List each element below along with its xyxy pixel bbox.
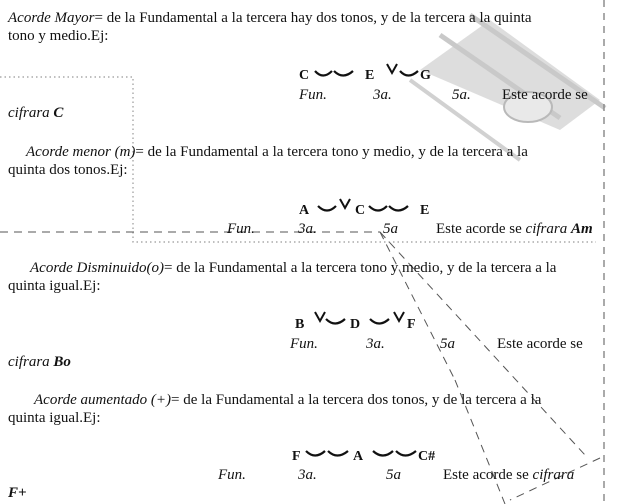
note-third: A <box>353 449 364 464</box>
note-root: A <box>299 203 310 218</box>
chord-definition-disminuido <box>30 259 556 277</box>
caption-text: Este acorde se <box>443 467 529 483</box>
caption-verb: cifrara <box>532 467 575 483</box>
definition-text: = de la Fundamental a la tercera hay dos tonos, y de la tercera a la quinta <box>94 10 532 26</box>
degree-third: 3a. <box>366 336 385 352</box>
note-fifth: C# <box>418 449 436 464</box>
degree-fundamental: Fun. <box>299 87 327 103</box>
interval-arcs <box>303 440 423 464</box>
chord-symbol: C <box>53 105 64 121</box>
chord-definition-mayor <box>8 9 532 27</box>
degree-fundamental: Fun. <box>218 467 246 483</box>
definition-text: = de la Fundamental a la tercera dos tonos, y de la tercera a la <box>171 392 542 408</box>
chord-symbol: Bo <box>53 354 71 370</box>
interval-arcs <box>315 195 425 219</box>
chord-symbol: Am <box>570 221 593 237</box>
note-root: C <box>299 68 310 83</box>
caption-symbol <box>8 104 63 122</box>
caption-line <box>436 220 593 238</box>
interval-arcs <box>310 308 420 332</box>
note-fifth: E <box>420 203 430 218</box>
note-root: B <box>295 317 305 332</box>
caption-text: Este acorde se <box>502 87 588 103</box>
chord-name-label: Acorde Disminuido(o) <box>30 260 165 276</box>
definition-text: = de la Fundamental a la tercera tono y medio, y de la tercera a la <box>164 260 557 276</box>
degree-third: 3a. <box>298 467 317 483</box>
caption-verb: cifrara <box>8 105 50 121</box>
caption-line <box>443 466 574 484</box>
chord-definition-menor <box>26 143 528 161</box>
degree-fundamental: Fun. <box>290 336 318 352</box>
definition-text: = de la Fundamental a la tercera tono y medio, y de la tercera a la <box>135 144 528 160</box>
interval-arcs <box>312 60 422 84</box>
note-third: C <box>355 203 366 218</box>
degree-third: 3a. <box>298 221 317 237</box>
chord-symbol: F+ <box>8 485 27 501</box>
degree-fifth: 5a <box>383 221 398 237</box>
definition-text-cont: quinta dos tonos.Ej: <box>8 162 128 178</box>
caption-verb: cifrara <box>8 354 50 370</box>
definition-text-cont: quinta igual.Ej: <box>8 278 101 294</box>
degree-fifth: 5a <box>440 336 455 352</box>
note-third: E <box>365 68 375 83</box>
chord-name-label: Acorde menor (m) <box>26 144 136 160</box>
caption-symbol <box>8 353 71 371</box>
definition-text-cont: tono y medio.Ej: <box>8 28 109 44</box>
chord-name-label: Acorde aumentado (+) <box>34 392 172 408</box>
degree-fifth: 5a. <box>452 87 471 103</box>
caption-text: Este acorde se <box>436 221 522 237</box>
degree-fundamental: Fun. <box>227 221 255 237</box>
degree-fifth: 5a <box>386 467 401 483</box>
chord-definition-aumentado <box>34 391 541 409</box>
caption-text: Este acorde se <box>497 336 583 352</box>
caption-verb: cifrara <box>525 221 568 237</box>
note-root: F <box>292 449 301 464</box>
note-third: D <box>350 317 361 332</box>
note-fifth: F <box>407 317 416 332</box>
note-fifth: G <box>420 68 431 83</box>
chord-name-label: Acorde Mayor <box>8 10 95 26</box>
degree-third: 3a. <box>373 87 392 103</box>
definition-text-cont: quinta igual.Ej: <box>8 410 101 426</box>
